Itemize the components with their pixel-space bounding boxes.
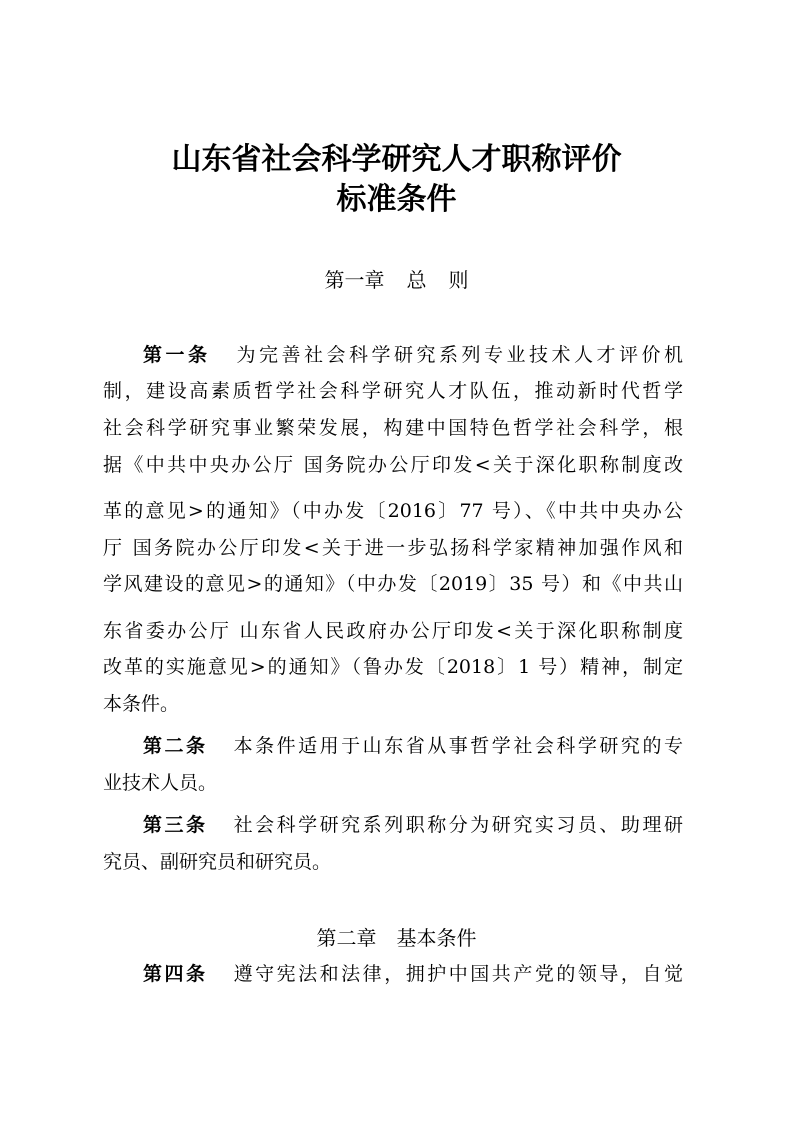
article-3-text: 社会科学研究系列职称分为研究实习员、助理研 <box>233 814 683 836</box>
chapter-1-name-part-1: 总 <box>406 268 427 292</box>
article-1-line-6: 厅 国务院办公厅印发<关于进一步弘扬科学家精神加强作风和 <box>103 537 683 559</box>
chapter-2-heading <box>0 924 793 952</box>
document-title-line-2: 标准条件 <box>336 182 457 217</box>
chapter-1-number: 第一章 <box>324 268 385 292</box>
article-1-line-1 <box>143 341 683 369</box>
article-1-line-8: 东省委办公厅 山东省人民政府办公厅印发<关于深化职称制度 <box>103 620 683 642</box>
article-1-line-3: 社会科学研究事业繁荣发展，构建中国特色哲学社会科学，根 <box>103 417 683 439</box>
article-4-text: 遵守宪法和法律，拥护中国共产党的领导，自觉 <box>233 963 683 985</box>
document-title-line-1: 山东省社会科学研究人才职称评价 <box>171 142 622 177</box>
article-1-line-9: 改革的实施意见>的通知》（鲁办发〔2018〕1 号）精神，制定 <box>103 656 683 678</box>
article-2-line-2: 业技术人员。 <box>103 772 218 794</box>
article-3-line-1 <box>143 811 683 839</box>
article-1-line-2: 制，建设高素质哲学社会科学研究人才队伍，推动新时代哲学 <box>103 380 683 402</box>
article-1-line-4: 据《中共中央办公厅 国务院办公厅印发<关于深化职称制度改 <box>103 454 683 476</box>
article-4-line-1 <box>143 960 683 988</box>
chapter-2-number: 第二章 <box>316 926 377 950</box>
article-1-line-5: 革的意见>的通知》（中办发〔2016〕77 号）、《中共中央办公 <box>103 500 683 522</box>
article-2-text: 本条件适用于山东省从事哲学社会科学研究的专 <box>233 735 683 757</box>
article-1-label: 第一条 <box>143 344 211 366</box>
article-4-label: 第四条 <box>143 963 208 985</box>
article-3-label: 第三条 <box>143 814 208 836</box>
article-1-line-7: 学风建设的意见>的通知》（中办发〔2019〕35 号）和《中共山 <box>103 573 683 595</box>
chapter-2-name: 基本条件 <box>396 926 477 950</box>
article-2-label: 第二条 <box>143 735 208 757</box>
article-1-line-10: 本条件。 <box>103 693 180 715</box>
chapter-1-heading <box>0 266 793 294</box>
article-3-line-2: 究员、副研究员和研究员。 <box>103 851 332 873</box>
article-1-text: 为完善社会科学研究系列专业技术人才评价机 <box>236 344 683 366</box>
chapter-1-name-part-2: 则 <box>448 268 469 292</box>
article-2-line-1 <box>143 732 683 760</box>
